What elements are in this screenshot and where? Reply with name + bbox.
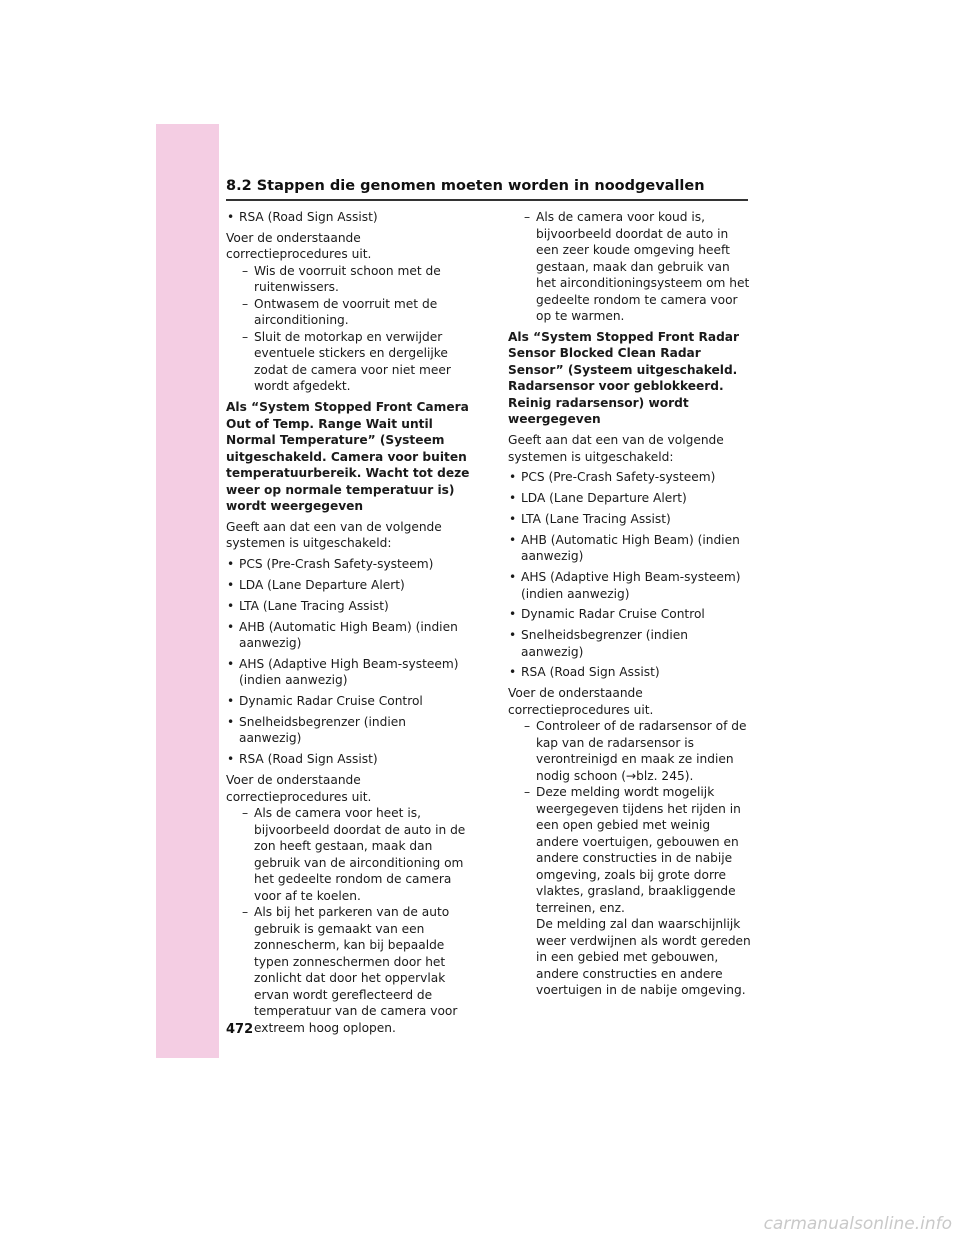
list-item: • AHS (Adaptive High Beam-systeem) (indien aanwezig) (226, 656, 471, 689)
list-item: • Snelheidsbegrenzer (indien aanwezig) (508, 627, 753, 660)
list-item: • RSA (Road Sign Assist) (226, 751, 471, 768)
title-divider (226, 199, 748, 201)
chapter-sidebar-tab (156, 124, 219, 1058)
list-item: • AHB (Automatic High Beam) (indien aanwezig) (226, 619, 471, 652)
dash-item: – Als de camera voor koud is, bijvoorbeeld doordat de auto in een zeer koude omgeving heeft gestaan, maak dan gebruik van het airconditioningsysteem om het gedeelte rondom te camera voor op te warmen. (508, 209, 753, 325)
list-item: • RSA (Road Sign Assist) (508, 664, 753, 681)
dash-item: – Als de camera voor heet is, bijvoorbeeld doordat de auto in de zon heeft gestaan, maak dan gebruik van de airconditioning om het gedeelte rondom de camera voor af te koelen. (226, 805, 471, 904)
subheading: Als “System Stopped Front Radar Sensor Blocked Clean Radar Sensor” (Systeem uitgeschakeld. Radarsensor voor geblokkeerd. Reinig radarsensor) wordt weergegeven (508, 329, 740, 427)
paragraph: Voer de onderstaande correctieprocedures uit. (508, 686, 654, 717)
watermark: carmanualsonline.info (763, 1214, 952, 1234)
list-item: • Snelheidsbegrenzer (indien aanwezig) (226, 714, 471, 747)
list-item: • LTA (Lane Tracing Assist) (508, 511, 753, 528)
list-item: • LTA (Lane Tracing Assist) (226, 598, 471, 615)
dash-item: – Ontwasem de voorruit met de airconditioning. (226, 296, 471, 329)
paragraph: Voer de onderstaande correctieprocedures uit. (226, 773, 372, 804)
page-number: 472 (226, 1022, 254, 1037)
paragraph: Geeft aan dat een van de volgende systemen is uitgeschakeld: (508, 433, 724, 464)
dash-item-continuation: De melding zal dan waarschijnlijk weer verdwijnen als wordt gereden in een gebied met gebouwen, andere constructies en andere voertuigen in de nabije omgeving. (536, 917, 751, 998)
subheading: Als “System Stopped Front Camera Out of Temp. Range Wait until Normal Temperature” (Systeem uitgeschakeld. Camera voor buiten temperatuurbereik. Wacht tot deze weer op normale temperatuur is) wordt weergegeven (226, 400, 470, 514)
section-title: 8.2 Stappen die genomen moeten worden in noodgevallen (226, 178, 705, 194)
list-item: • AHS (Adaptive High Beam-systeem) (indien aanwezig) (508, 569, 753, 602)
dash-item: – Deze melding wordt mogelijk weergegeven tijdens het rijden in een open gebied met weinig andere voertuigen, gebouwen en andere constructies in de nabije omgeving, zoals bij grote dorre vlaktes, grasland, braakliggende terreinen, enz. (508, 784, 753, 916)
list-item: • Dynamic Radar Cruise Control (508, 606, 753, 623)
dash-item: – Sluit de motorkap en verwijder eventuele stickers en dergelijke zodat de camera voor niet meer wordt afgedekt. (226, 329, 471, 395)
paragraph: Voer de onderstaande correctieprocedures uit. (226, 230, 372, 262)
list-item: • LDA (Lane Departure Alert) (226, 577, 471, 594)
list-item: • LDA (Lane Departure Alert) (508, 490, 753, 507)
list-item: • RSA (Road Sign Assist) (226, 209, 471, 226)
list-item: • AHB (Automatic High Beam) (indien aanwezig) (508, 532, 753, 565)
right-column (508, 209, 753, 999)
dash-item: – Controleer of de radarsensor of de kap van de radarsensor is verontreinigd en maak ze indien nodig schoon (→blz. 245). (508, 718, 753, 784)
list-item: • Dynamic Radar Cruise Control (226, 693, 471, 710)
left-column (226, 209, 471, 1036)
paragraph: Geeft aan dat een van de volgende systemen is uitgeschakeld: (226, 519, 442, 551)
dash-item: – Als bij het parkeren van de auto gebruik is gemaakt van een zonnescherm, kan bij bepaalde typen zonneschermen door het zonlicht dat door het oppervlak ervan wordt gereflecteerd de temperatuur van de camera voor extreem hoog oplopen. (226, 904, 471, 1036)
list-item: • PCS (Pre-Crash Safety-systeem) (508, 469, 753, 486)
list-item: • PCS (Pre-Crash Safety-systeem) (226, 556, 471, 573)
dash-item: – Wis de voorruit schoon met de ruitenwissers. (226, 263, 471, 296)
